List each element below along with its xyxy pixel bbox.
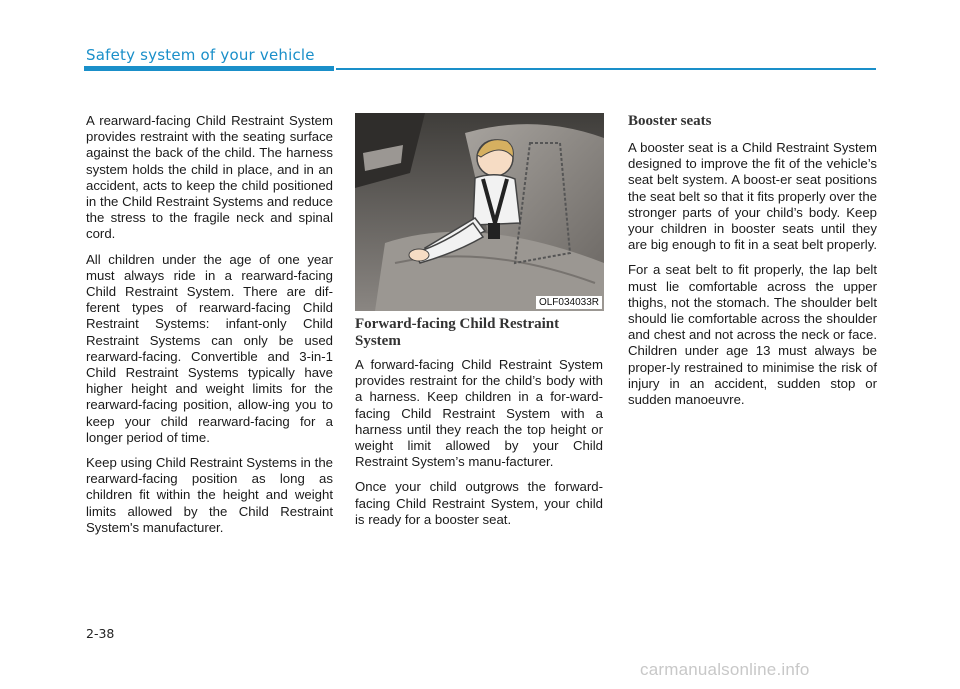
column-1 [86, 113, 333, 545]
paragraph: A rearward-facing Child Restraint System provides restraint with the seating surface against the back of the child. The harness system holds the child in place, and in an accident, acts to keep the child positioned in the Child Restraint Systems and reduce the stress to the fragile neck and spinal cord. [86, 113, 333, 242]
section-heading: Booster seats [628, 113, 712, 129]
section-title: Safety system of your vehicle [86, 46, 315, 64]
header-accent-bar [84, 66, 334, 71]
child-seat-illustration [355, 113, 604, 311]
paragraph: A forward-facing Child Restraint System provides restraint for the child’s body with a harness. Keep children in a for-ward-facing Child Restraint System with a harness until they reach the top height or weight limit allowed by your Child Restraint System’s manu-facturer. [355, 357, 603, 470]
paragraph: Once your child outgrows the forward-facing Child Restraint System, your child is ready for a booster seat. [355, 479, 603, 527]
watermark: carmanualsonline.info [640, 660, 810, 679]
page-number: 2-38 [86, 626, 115, 641]
figure-code: OLF034033R [536, 296, 602, 309]
paragraph: For a seat belt to fit properly, the lap belt must lie comfortable across the upper thighs, not the stomach. The shoulder belt should lie comfortable across the shoulder and chest and not across the neck or face. Children under age 13 must always be proper-ly restrained to minimise the risk of injury in an accident, sudden stop or sudden manoeuvre. [628, 262, 877, 408]
section-heading: Forward-facing Child Restraint System [355, 316, 560, 349]
column-3 [628, 113, 877, 417]
paragraph: Keep using Child Restraint Systems in the rearward-facing position as long as children fit within the height and weight limits allowed by the Child Restraint System's manufacturer. [86, 455, 333, 535]
forward-facing-seat-image [355, 113, 604, 311]
header-rule [336, 68, 876, 70]
column-2-text [355, 316, 603, 537]
paragraph: All children under the age of one year must always ride in a rearward-facing Child Restraint System. There are dif-ferent types of rearward-facing Child Restraint Systems: infant-only Child Restraint Systems can only be used rearward-facing. Convertible and 3-in-1 Child Restraint Systems typically have higher height and weight limits for the rearward-facing position, allow-ing you to keep your child rearward-facing for a longer period of time. [86, 251, 333, 445]
paragraph: A booster seat is a Child Restraint System designed to improve the fit of the vehicle’s seat belt system. A boost-er seat positions the seat belt so that it fits properly over the stronger parts of your child’s body. Keep your children in booster seats until they are big enough to fit in a seat belt properly. [628, 140, 878, 253]
